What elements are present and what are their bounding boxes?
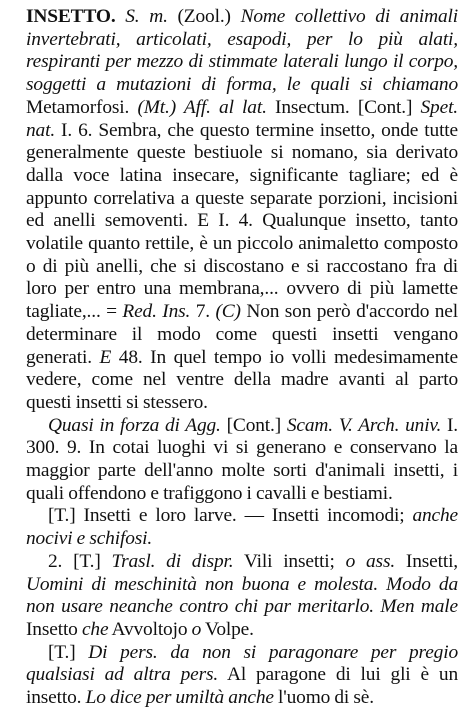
italic-run: Scam. V. Arch. univ. [286,414,442,436]
entry-tommaseo-examples [26,505,458,550]
headword: INSETTO. [26,6,116,27]
italic-run: Nome collettivo di animali invertebrati, articolati, esapodi, per lo più alati, respiranti per mezzo di stimmate laterali lungo il corpo, soggetti a mutazioni di forma, le quali si chiamano [26,6,458,96]
text-run: I. 300. 9. In cotai luoghi vi si generano e conservano la maggior parte dell'anno molte sorti d'animali insetti, i quali offendono e trafiggono i cavalli e bestiami. [26,414,459,504]
text-run: [T.] [48,641,89,663]
italic-run: Uomini di meschinità non buona e molesta. Modo da non usare neanche contro chi par meritarlo. Men male [26,573,458,618]
entry-person-sense [26,642,458,710]
text-run: Metamorfosi. [26,96,138,118]
italic-run: o ass. [345,550,396,572]
italic-run: (Mt.) Aff. al lat. [137,96,267,118]
italic-run: anche nocivi e schifosi. [26,505,458,550]
text-run: [T.] Insetti e loro larve. — Insetti incomodi; [48,505,413,527]
italic-run: (C) [215,301,241,323]
italic-run: Lo dice per umiltà anche [85,687,274,709]
text-run: Insetto [26,618,82,640]
text-run: [Cont.] [220,414,287,436]
italic-run: Quasi in forza di Agg. [48,414,221,436]
italic-run: Spet. nat. [26,96,458,141]
text-run: I. 6. Sembra, che questo termine insetto, onde tutte generalmente queste bestiuole si nomano, sia derivato dalla voce latina insecare, significante tagliare; ed è appunto correlativa a queste separate porzioni, incisioni ed anelli semoventi. E I. 4. Qualunque insetto, tanto volatile quanto rettile, è un piccolo animaletto composto o di più anelli, che si discostano e si raccostano fra di loro per entro una membrana,... ovvero di più lamette tagliate,... = [26,119,458,323]
text-run: Al paragone di lui gli è un insetto. [26,664,458,709]
italic-run: che [81,618,109,640]
italic-run: E [99,346,112,368]
text-run: l'uomo di sè. [273,687,374,709]
text-run: Insectum. [Cont.] [266,96,421,118]
text-run: Insetti, [395,550,458,572]
text-run: 48. In quel tempo io volli medesimamente vedere, come nel ventre della madre avanti al parto questi insetti si stessero. [26,346,458,413]
text-run: Volpe. [201,618,254,640]
entry-adjective-usage [26,415,458,506]
entry-figurative-sense [26,551,458,642]
italic-run: Di pers. da non si paragonare per pregio qualsiasi ad altra pers. [26,641,459,686]
text-run: (Zool.) [167,6,241,27]
italic-run: o [191,618,202,640]
text-run: Non son però d'accordo nel determinare il modo come questi insetti vengano generati. [26,301,458,368]
text-run [116,6,126,27]
text-run: Vili insetti; [233,550,346,572]
text-run: Avvoltojo [108,618,192,640]
text-run: 2. [T.] [48,550,112,572]
italic-run: Trasl. di dispr. [111,550,234,572]
entry-insetto-definition [26,6,458,415]
italic-run: S. m. [125,6,168,27]
text-run: 7. [190,301,216,323]
italic-run: Red. Ins. [122,301,191,323]
